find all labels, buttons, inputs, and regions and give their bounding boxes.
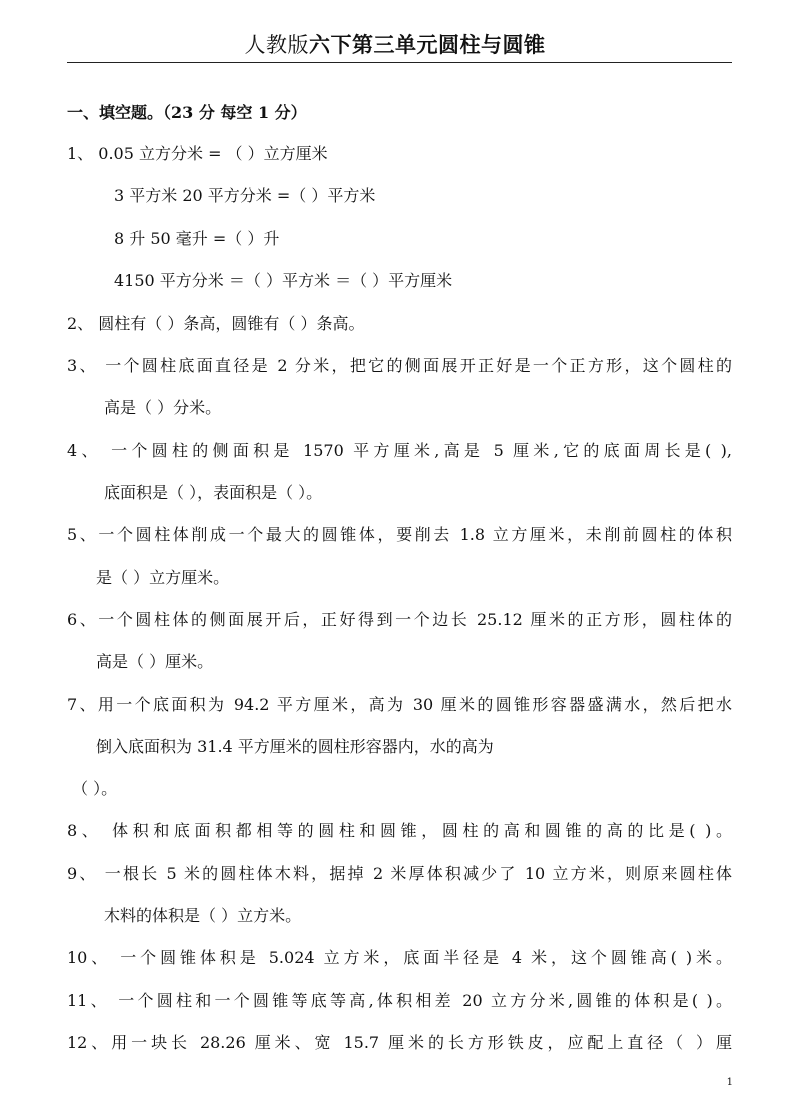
title-part2: 六下第三单元圆柱与圆锥	[309, 32, 546, 57]
question-5-line-2: 是（ ）立方厘米。	[96, 568, 230, 587]
question-10: 10、 一个圆锥体积是 5.024 立方米，底面半径是 4 米，这个圆锥高( )米。	[67, 948, 732, 967]
title-underline	[67, 62, 732, 63]
question-1-line-2: 3 平方米 20 平方分米 =（ ）平方米	[114, 186, 376, 205]
question-7-line-1: 7、用一个底面积为 94.2 平方厘米，高为 30 厘米的圆锥形容器盛满水，然后把水	[67, 695, 732, 714]
question-2: 2、 圆柱有（ ）条高，圆锥有（ ）条高。	[67, 314, 365, 333]
question-1-line-3: 8 升 50 毫升 =（ ）升	[114, 229, 280, 248]
question-3-line-2: 高是（ ）分米。	[104, 398, 222, 417]
question-6-line-2: 高是（ ）厘米。	[96, 652, 214, 671]
section-heading: 一、填空题。（23 分 每空 1 分）	[67, 103, 307, 122]
question-4-line-2: 底面积是（ ），表面积是（ ）。	[104, 483, 323, 502]
question-7-line-2: 倒入底面积为 31.4 平方厘米的圆柱形容器内，水的高为	[96, 737, 494, 756]
title-part1: 人教版	[244, 33, 309, 57]
question-3-line-1: 3、 一个圆柱底面直径是 2 分米，把它的侧面展开正好是一个正方形，这个圆柱的	[67, 356, 732, 375]
question-11: 11、 一个圆柱和一个圆锥等底等高,体积相差 20 立方分米,圆锥的体积是( )。	[67, 991, 732, 1010]
question-9-line-1: 9、 一根长 5 米的圆柱体木料，据掉 2 米厚体积减少了 10 立方米，则原来圆柱体	[67, 864, 732, 883]
question-4-line-1: 4、 一个圆柱的侧面积是 1570 平方厘米,高是 5 厘米,它的底面周长是( ),	[67, 441, 732, 460]
question-1-line-4: 4150 平方分米 ＝（ ）平方米 ＝（ ）平方厘米	[114, 271, 453, 290]
page-number: 1	[726, 1077, 733, 1088]
question-12-line-1: 12、用一块长 28.26 厘米、宽 15.7 厘米的长方形铁皮，应配上直径（ ）厘	[67, 1033, 732, 1052]
question-1-line-1: 1、 0.05 立方分米 = （ ）立方厘米	[67, 144, 328, 163]
question-9-line-2: 木料的体积是（ ）立方米。	[104, 906, 302, 925]
question-6-line-1: 6、一个圆柱体的侧面展开后，正好得到一个边长 25.12 厘米的正方形，圆柱体的	[67, 610, 732, 629]
question-8: 8、 体积和底面积都相等的圆柱和圆锥，圆柱的高和圆锥的高的比是( )。	[67, 821, 732, 840]
question-7-line-3: （ ）。	[72, 779, 118, 798]
document-title	[0, 30, 790, 60]
question-5-line-1: 5、一个圆柱体削成一个最大的圆锥体，要削去 1.8 立方厘米，未削前圆柱的体积	[67, 525, 732, 544]
